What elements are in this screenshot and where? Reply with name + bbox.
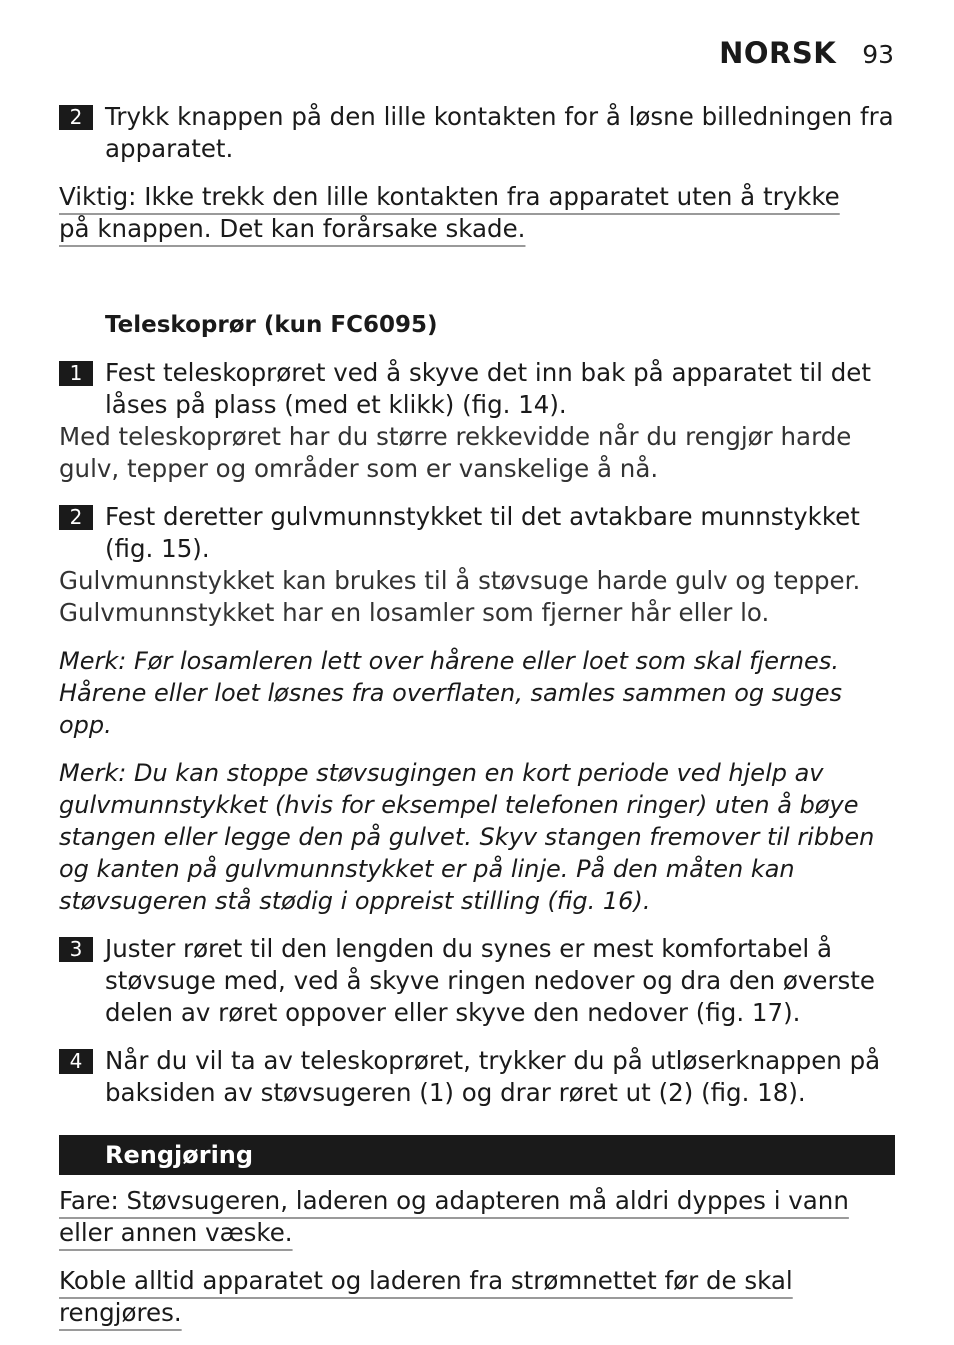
- step-number-badge: 2: [59, 505, 93, 530]
- step-number-badge: 1: [59, 361, 93, 386]
- step-number-badge: 3: [59, 937, 93, 962]
- page-header: [719, 36, 894, 70]
- important-text: Viktig: Ikke trekk den lille kontakten fra apparatet uten å trykke på knappen. Det kan forårsake skade.: [59, 182, 840, 243]
- step-1-attach-tube: [59, 357, 895, 421]
- note-parking: Merk: Du kan stoppe støvsugingen en kort periode ved hjelp av gulvmunnstykket (hvis for eksempel telefonen ringer) uten å bøye stangen eller legge den på gulvet. Skyv stangen fremover til ribben og kanten på gulvmunnstykket er på linje. På den måten kan støvsugeren stå stødig i oppreist stilling (fig. 16).: [59, 759, 875, 915]
- step-2-floor-nozzle: [59, 501, 895, 565]
- language-label: NORSK: [719, 36, 837, 70]
- section-heading-telescope: Teleskoprør (kun FC6095): [105, 312, 438, 338]
- info-text-floor-nozzle: Gulvmunnstykket kan brukes til å støvsuge harde gulv og tepper. Gulvmunnstykket har en losamler som fjerner hår eller lo.: [59, 566, 861, 627]
- danger-warning: [59, 1185, 895, 1249]
- step-text: Trykk knappen på den lille kontakten for å løsne billedningen fra apparatet.: [105, 102, 894, 163]
- step-number-badge: 2: [59, 105, 93, 130]
- page-number: 93: [862, 40, 894, 69]
- step-text: Juster røret til den lengden du synes er mest komfortabel å støvsuge med, ved å skyve ringen nedover og dra den øverste delen av røret oppover eller skyve den nedover (fig. 17).: [105, 934, 875, 1027]
- unplug-text: Koble alltid apparatet og laderen fra strømnettet før de skal rengjøres.: [59, 1266, 793, 1327]
- step-number-badge: 4: [59, 1049, 93, 1074]
- step-4-remove-tube: [59, 1045, 895, 1109]
- info-text-reach: Med teleskoprøret har du større rekkevidde når du rengjør harde gulv, tepper og områder som er vanskelige å nå.: [59, 422, 852, 483]
- unplug-warning: [59, 1265, 895, 1329]
- step-text: Fest deretter gulvmunnstykket til det avtakbare munnstykket (fig. 15).: [105, 502, 860, 563]
- step-text: Når du vil ta av teleskoprøret, trykker du på utløserknappen på baksiden av støvsugeren (1) og drar røret ut (2) (fig. 18).: [105, 1046, 881, 1107]
- step-2-disconnect: [59, 101, 895, 165]
- important-warning: [59, 181, 895, 245]
- page-content: [59, 101, 895, 1329]
- step-text: Fest teleskoprøret ved å skyve det inn bak på apparatet til det låses på plass (med et klikk) (fig. 14).: [105, 358, 871, 419]
- section-heading-cleaning: Rengjøring: [59, 1135, 895, 1175]
- step-3-adjust-length: [59, 933, 895, 1029]
- note-lint-remover: Merk: Før losamleren lett over hårene eller loet som skal fjernes. Hårene eller loet løsnes fra overflaten, samles sammen og suges opp.: [59, 647, 842, 739]
- danger-text: Fare: Støvsugeren, laderen og adapteren må aldri dyppes i vann eller annen væske.: [59, 1186, 849, 1247]
